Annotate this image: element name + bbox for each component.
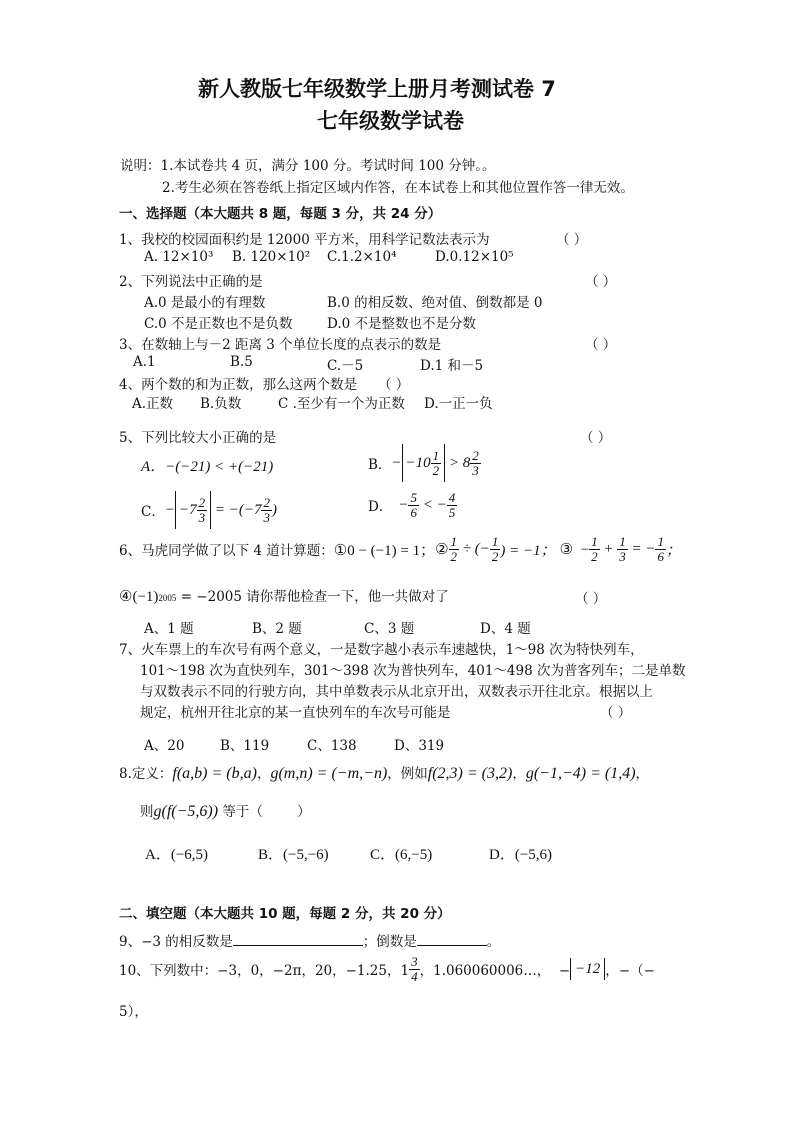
q1-option-c: C.1.2×10⁴ bbox=[327, 249, 397, 265]
q7-line-1: 7、火车票上的车次号有两个意义，一是数字越小表示车速越快，1～98 次为特快列车， bbox=[119, 642, 644, 658]
q3-answer-paren: （ ） bbox=[585, 337, 617, 353]
q6-calc-3-plus: + bbox=[599, 540, 618, 557]
frac-den: 6 bbox=[657, 548, 664, 564]
q2-answer-paren: （ ） bbox=[585, 274, 617, 290]
frac-num: 2 bbox=[472, 447, 479, 463]
q8-def-g: g(m,n) = (−m,−n) bbox=[270, 765, 388, 782]
q8-question-expr: g(f(−5,6)) bbox=[153, 803, 219, 820]
q3-option-c: C.－5 bbox=[327, 358, 364, 374]
frac-num: 5 bbox=[410, 490, 417, 505]
q6-option-c: C、3 题 bbox=[364, 621, 415, 637]
q10-line-1 bbox=[119, 955, 655, 983]
q5-option-b-frac-2-3 bbox=[470, 449, 481, 477]
q10-mixed-frac bbox=[409, 955, 420, 983]
q6-calc-4-exponent: 2005 bbox=[158, 593, 177, 603]
q8-question-tail: 等于（ ） bbox=[218, 804, 311, 820]
section-1-heading: 一、选择题（本大题共 8 题，每题 3 分，共 24 分） bbox=[119, 206, 442, 222]
q5-option-b-label: B． bbox=[368, 457, 392, 473]
q6-calc-3-prefix: ③ − bbox=[559, 541, 590, 558]
q2-option-b: B.0 的相反数、绝对值、倒数都是 0 bbox=[327, 295, 543, 311]
q8-option-c: C．(6,−5) bbox=[370, 847, 433, 863]
q2-option-d: D.0 不是整数也不是分数 bbox=[327, 316, 477, 332]
frac-num: 4 bbox=[448, 490, 456, 505]
q8-line-1: 8.定义： f(a,b) = (b,a) ， g(m,n) = (−m,−n) ， 例如 f(2,3) = (3,2) ， g(−1,−4) = (1,4) ， bbox=[119, 762, 649, 783]
q1-stem: 1、我校的校园面积约是 12000 平方米，用科学记数法表示为 bbox=[119, 232, 490, 248]
q5-option-d-frac-4-5 bbox=[447, 491, 458, 519]
instruction-line-2: 2.考生必须在答卷纸上指定区域内作答，在本试卷上和其他位置作答一律无效。 bbox=[162, 180, 634, 196]
q6-option-a: A、1 题 bbox=[144, 621, 194, 637]
q9 bbox=[119, 930, 500, 950]
frac-den: 2 bbox=[432, 462, 440, 478]
frac-den: 4 bbox=[411, 968, 418, 984]
q10-line-2: 5）， bbox=[119, 1004, 148, 1020]
q5-option-c-abs bbox=[175, 491, 211, 529]
q1-answer-paren: （ ） bbox=[556, 232, 588, 248]
frac-num: 1 bbox=[432, 447, 440, 463]
q6-option-d: D、4 题 bbox=[480, 621, 531, 637]
frac-num: 3 bbox=[411, 954, 418, 969]
q4-answer-paren: （ ） bbox=[378, 377, 410, 393]
q5-option-b bbox=[368, 444, 481, 482]
frac-num: 2 bbox=[263, 494, 270, 510]
q5-option-c-equals: = −(−7 bbox=[211, 501, 262, 518]
q5-option-c bbox=[141, 491, 277, 529]
frac-den: 2 bbox=[450, 548, 458, 564]
q6-option-b: B、2 题 bbox=[252, 621, 302, 637]
q8-option-b: B．(−5,−6) bbox=[258, 847, 329, 863]
q5-option-b-abs-int: −10 bbox=[405, 454, 431, 471]
q6-calc-3-frac-a bbox=[589, 535, 600, 563]
q3-option-d: D.1 和－5 bbox=[420, 358, 484, 374]
q8-option-d: D．(−5,6) bbox=[489, 847, 553, 863]
frac-num: 1 bbox=[491, 534, 499, 549]
exam-title: 新人教版七年级数学上册月考测试卷 7 bbox=[198, 77, 556, 101]
q10-abs-value: −12 bbox=[570, 958, 605, 980]
q6-calc-4-text: = −2005 请你帮他检查一下，他一共做对了 bbox=[176, 589, 449, 605]
q6-calc-2-mid: ÷ (− bbox=[459, 540, 490, 557]
frac-den: 3 bbox=[472, 462, 479, 478]
q2-stem: 2、下列说法中正确的是 bbox=[119, 274, 263, 290]
q7-line-3: 与双数表示不同的行驶方向，其中单数表示从北京开出，双数表示开往北京。根据以上 bbox=[140, 684, 653, 700]
q1-option-d: D.0.12×10⁵ bbox=[435, 249, 514, 265]
q6-calc-3-end: ； bbox=[665, 542, 681, 559]
frac-den: 2 bbox=[491, 548, 499, 564]
q7-option-d: D、319 bbox=[394, 738, 445, 754]
q8-line-2 bbox=[140, 800, 311, 821]
q5-option-c-frac-2-3b bbox=[261, 496, 272, 524]
frac-den: 3 bbox=[198, 509, 206, 525]
q5-option-c-minus: − bbox=[164, 501, 175, 518]
q4-option-a: A.正数 bbox=[132, 396, 174, 412]
q9-part-1: 9、−3 的相反数是 bbox=[119, 934, 233, 950]
exam-subtitle: 七年级数学试卷 bbox=[317, 109, 464, 133]
q1-option-b: B. 120×10² bbox=[232, 249, 311, 265]
q6-calc-2-frac-a bbox=[449, 535, 460, 563]
q6-calc-1: ①0 − (−1) = 1； bbox=[333, 542, 436, 559]
q4-stem: 4、两个数的和为正数，那么这两个数是 bbox=[119, 377, 358, 393]
q7-line-4: 规定，杭州开往北京的某一直快列车的车次号可能是 bbox=[140, 705, 451, 721]
q8-then-label: 则 bbox=[140, 804, 154, 820]
q8-option-a: A．(−6,5) bbox=[145, 847, 209, 863]
q8-def-f: f(a,b) = (b,a) bbox=[172, 765, 257, 782]
q7-answer-paren: （ ） bbox=[600, 705, 632, 721]
q8-definition-label: 8.定义： bbox=[119, 766, 173, 782]
q4-option-b: B.负数 bbox=[200, 396, 242, 412]
frac-den: 5 bbox=[448, 504, 456, 520]
q9-blank-opposite[interactable] bbox=[233, 931, 363, 946]
q6-calc-2-prefix: ② bbox=[435, 541, 449, 558]
q5-option-a: A．−(−21) < +(−21) bbox=[141, 459, 274, 475]
q6-stem: 6、马虎同学做了以下 4 道计算题： bbox=[119, 543, 334, 560]
q1-option-a: A. 12×10³ bbox=[144, 249, 214, 265]
q10-list-mid: ，1.060060006…， − bbox=[419, 963, 571, 980]
frac-den: 2 bbox=[591, 548, 598, 564]
frac-den: 3 bbox=[619, 548, 626, 564]
frac-num: 1 bbox=[619, 534, 626, 549]
q5-option-c-close: ) bbox=[271, 501, 277, 518]
q6-calc-3-frac-b bbox=[617, 535, 628, 563]
q6-line-2 bbox=[119, 585, 449, 606]
q9-blank-reciprocal[interactable] bbox=[417, 931, 487, 946]
q9-end: 。 bbox=[486, 934, 501, 950]
q5-option-b-frac-1-2 bbox=[431, 449, 442, 477]
q3-option-b: B.5 bbox=[230, 354, 253, 370]
frac-den: 3 bbox=[263, 509, 270, 525]
q5-option-d-compare: < − bbox=[418, 496, 447, 513]
section-2-heading: 二、填空题（本大题共 10 题，每题 2 分，共 20 分） bbox=[119, 906, 451, 922]
q5-answer-paren: （ ） bbox=[580, 430, 612, 446]
q10-list-start: 10、下列数中：−3，0，−2π，20，−1.25，1 bbox=[119, 963, 410, 980]
q5-option-c-frac-2-3 bbox=[197, 496, 208, 524]
q3-stem: 3、在数轴上与－2 距离 3 个单位长度的点表示的数是 bbox=[119, 337, 442, 353]
q8-example-label: 例如 bbox=[400, 766, 428, 782]
q5-option-d-frac-5-6 bbox=[408, 491, 419, 519]
q5-option-b-abs bbox=[402, 444, 446, 482]
q3-option-a: A.1 bbox=[133, 354, 156, 370]
q7-line-2: 101～198 次为直快列车，301～398 次为普快列车，401～498 次为普客列车；二是单数 bbox=[140, 663, 686, 679]
q6-calc-3-eq: = − bbox=[627, 540, 656, 557]
q9-part-2: ；倒数是 bbox=[362, 934, 417, 950]
frac-num: 1 bbox=[450, 534, 458, 549]
frac-num: 1 bbox=[591, 534, 598, 549]
q5-option-d-label: D． bbox=[368, 499, 393, 516]
q6-calc-3-frac-c bbox=[655, 535, 666, 563]
q6-line-1 bbox=[119, 535, 681, 563]
q8-example-f: f(2,3) = (3,2) bbox=[427, 765, 513, 782]
q7-option-b: B、119 bbox=[220, 738, 270, 754]
q5-stem: 5、下列比较大小正确的是 bbox=[119, 430, 277, 446]
q4-option-c: C .至少有一个为正数 bbox=[278, 396, 405, 412]
frac-num: 1 bbox=[657, 534, 664, 549]
q2-option-a: A.0 是最小的有理数 bbox=[144, 295, 266, 311]
frac-den: 6 bbox=[410, 504, 417, 520]
q8-example-g: g(−1,−4) = (1,4) bbox=[525, 765, 636, 782]
q5-option-d: D． − $\frac{5}{6}$ < − $\frac{4}{5}$ bbox=[368, 490, 456, 520]
frac-num: 2 bbox=[198, 494, 206, 510]
q2-option-c: C.0 不是正数也不是负数 bbox=[144, 316, 293, 332]
q6-calc-4-base: ④(−1) bbox=[119, 589, 159, 605]
q5-option-c-label: C． bbox=[141, 504, 165, 520]
q7-option-a: A、20 bbox=[144, 738, 185, 754]
q5-option-b-compare: > 8 bbox=[445, 454, 471, 471]
q5-option-b-minus: − bbox=[391, 454, 402, 471]
q5-option-c-abs-int: −7 bbox=[178, 501, 197, 518]
instruction-line-1: 说明：1.本试卷共 4 页，满分 100 分。考试时间 100 分钟。。 bbox=[120, 158, 496, 174]
q6-answer-paren: （ ） bbox=[575, 591, 607, 607]
q7-option-c: C、138 bbox=[307, 738, 357, 754]
q10-list-tail: ，−（− bbox=[605, 963, 655, 980]
q6-calc-2-frac-b bbox=[490, 535, 501, 563]
q6-calc-2-end: ) = −1； bbox=[500, 542, 556, 559]
q4-option-d: D.一正一负 bbox=[424, 396, 493, 412]
